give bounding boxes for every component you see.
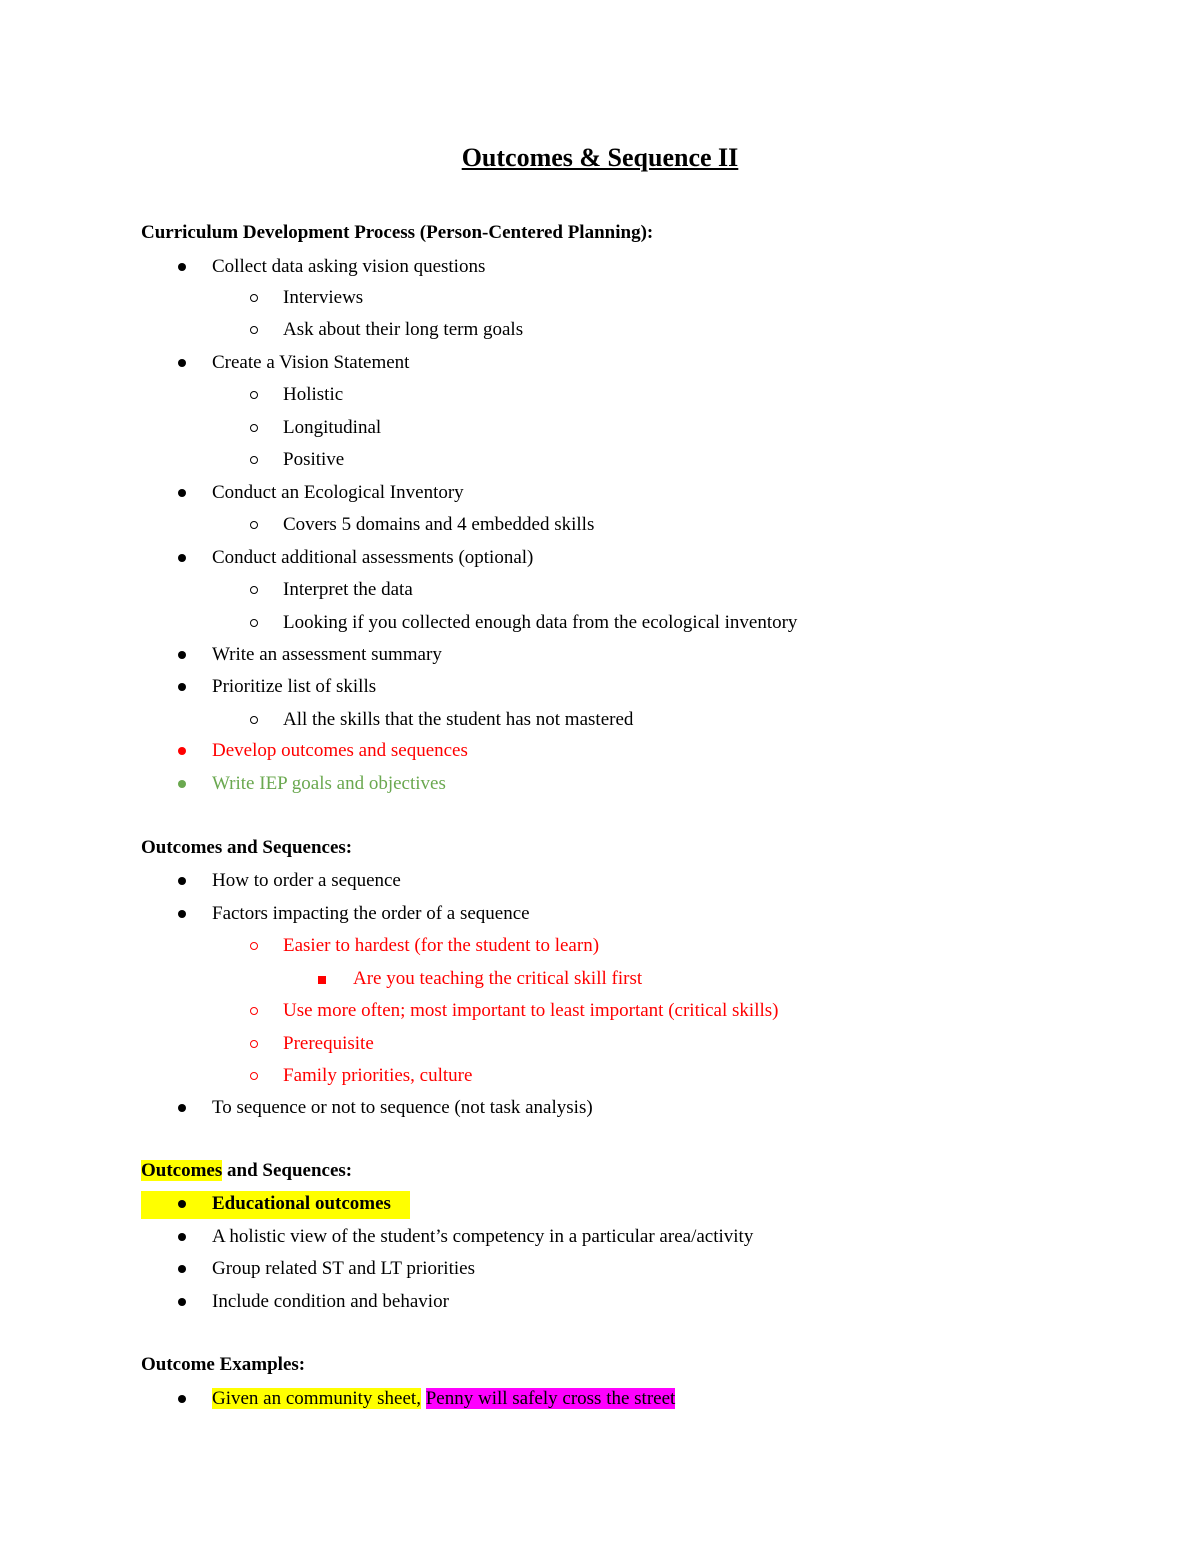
list-item: Include condition and behavior	[212, 1290, 449, 1314]
bullet-circle-icon	[250, 1072, 258, 1080]
bullet-circle-icon	[250, 326, 258, 334]
bullet-circle-icon	[250, 1040, 258, 1048]
bullet-dot-icon	[178, 489, 186, 497]
list-item: Are you teaching the critical skill first	[353, 967, 642, 991]
list-item: Interviews	[283, 286, 363, 310]
list-item: All the skills that the student has not mastered	[283, 708, 633, 732]
bullet-dot-icon	[178, 780, 186, 788]
bullet-dot-icon	[178, 1265, 186, 1273]
bullet-dot-icon	[178, 1298, 186, 1306]
list-item: Educational outcomes	[212, 1192, 391, 1216]
list-item: Prerequisite	[283, 1032, 374, 1056]
list-item: Factors impacting the order of a sequence	[212, 902, 530, 926]
highlighted-condition: Given an community sheet,	[212, 1388, 421, 1409]
list-item: Collect data asking vision questions	[212, 255, 485, 279]
bullet-dot-icon	[178, 1233, 186, 1241]
bullet-circle-icon	[250, 424, 258, 432]
bullet-dot-icon	[178, 1395, 186, 1403]
list-item: Conduct additional assessments (optional)	[212, 546, 533, 570]
bullet-dot-icon	[178, 651, 186, 659]
list-item: Interpret the data	[283, 578, 413, 602]
list-item: Covers 5 domains and 4 embedded skills	[283, 513, 594, 537]
list-item	[212, 1387, 675, 1411]
section-heading: Outcomes and Sequences:	[141, 837, 353, 858]
section-heading: Outcome Examples:	[141, 1354, 306, 1375]
highlighted-behavior: Penny will safely cross the street	[425, 1388, 676, 1409]
list-item: Use more often; most important to least important (critical skills)	[283, 999, 778, 1023]
bullet-circle-icon	[250, 619, 258, 627]
bullet-dot-icon	[178, 554, 186, 562]
bullet-circle-icon	[250, 716, 258, 724]
list-item: To sequence or not to sequence (not task analysis)	[212, 1096, 593, 1120]
list-item: How to order a sequence	[212, 869, 401, 893]
list-item: Positive	[283, 448, 344, 472]
list-item: Ask about their long term goals	[283, 318, 523, 342]
list-item: Create a Vision Statement	[212, 351, 409, 375]
list-item: Develop outcomes and sequences	[212, 739, 468, 763]
bullet-circle-icon	[250, 586, 258, 594]
list-item: Holistic	[283, 383, 343, 407]
bullet-circle-icon	[250, 391, 258, 399]
bullet-circle-icon	[250, 1007, 258, 1015]
list-item: A holistic view of the student’s competency in a particular area/activity	[212, 1225, 753, 1249]
bullet-circle-icon	[250, 294, 258, 302]
bullet-dot-icon	[178, 877, 186, 885]
bullet-dot-icon	[178, 910, 186, 918]
bullet-circle-icon	[250, 456, 258, 464]
bullet-dot-icon	[178, 683, 186, 691]
bullet-dot-icon	[178, 1104, 186, 1112]
bullet-dot-icon	[178, 1200, 186, 1208]
bullet-dot-icon	[178, 747, 186, 755]
bullet-circle-icon	[250, 521, 258, 529]
list-item: Write an assessment summary	[212, 643, 442, 667]
page-title: Outcomes & Sequence II	[461, 143, 739, 172]
section-heading: Curriculum Development Process (Person-Centered Planning):	[141, 222, 654, 243]
list-item: Longitudinal	[283, 416, 381, 440]
highlighted-text: Outcomes	[141, 1160, 223, 1181]
list-item: Easier to hardest (for the student to learn)	[283, 934, 599, 958]
list-item: Group related ST and LT priorities	[212, 1257, 475, 1281]
list-item: Write IEP goals and objectives	[212, 772, 446, 796]
bullet-dot-icon	[178, 359, 186, 367]
list-item: Family priorities, culture	[283, 1064, 472, 1088]
bullet-square-icon	[318, 976, 326, 984]
list-item: Conduct an Ecological Inventory	[212, 481, 464, 505]
list-item: Looking if you collected enough data from the ecological inventory	[283, 611, 797, 635]
section-heading: Outcomes and Sequences:	[141, 1160, 353, 1181]
list-item: Prioritize list of skills	[212, 675, 376, 699]
bullet-dot-icon	[178, 263, 186, 271]
bullet-circle-icon	[250, 942, 258, 950]
